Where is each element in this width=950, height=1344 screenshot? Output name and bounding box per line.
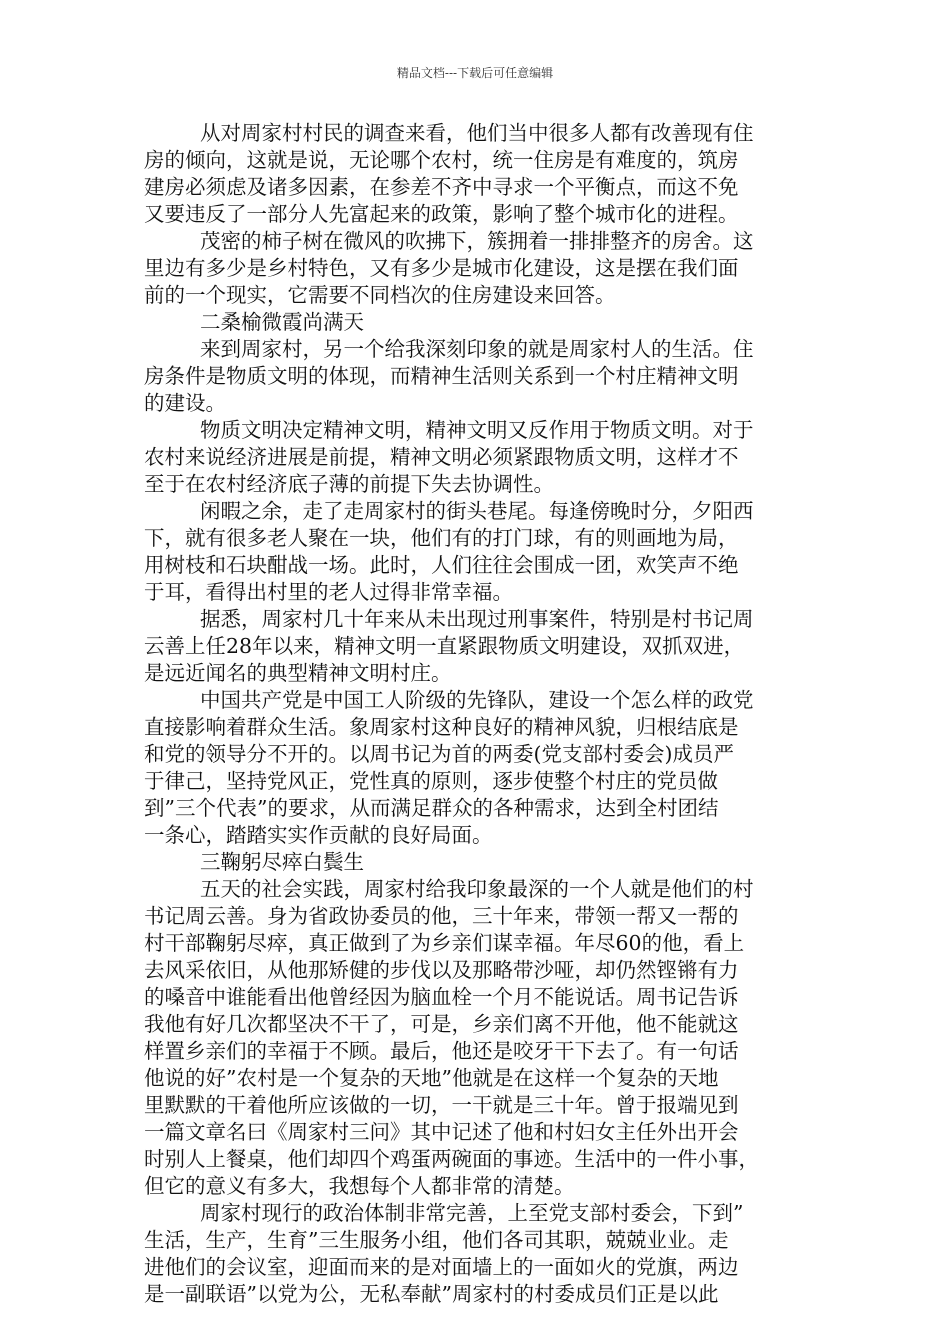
text-line: 用树枝和石块酣战一场。此时，人们往往会围成一团，欢笑声不绝 [144,553,739,577]
text-line: 样置乡亲们的幸福于不顾。最后，他还是咬牙干下去了。有一句话 [144,1039,739,1063]
text-line: 下，就有很多老人聚在一块，他们有的打门球，有的则画地为局， [144,526,739,550]
paragraph [144,876,808,1200]
paragraph [144,1200,808,1308]
text-line: 又要违反了一部分人先富起来的政策，影响了整个城市化的进程。 [144,202,739,226]
text-line: 三鞠躬尽瘁白鬓生 [200,850,364,874]
text-line: 里默默的干着他所应该做的一切，一干就是三十年。曾于报端见到 [144,1093,739,1117]
text-line: 生活，生产，生育”三生服务小组，他们各司其职，兢兢业业。走 [144,1228,729,1252]
paragraph [144,336,808,417]
text-line: 据悉，周家村几十年来从未出现过刑事案件，特别是村书记周 [200,607,754,631]
text-line: 村干部鞠躬尽瘁，真正做到了为乡亲们谋幸福。年尽60的他，看上 [144,931,745,955]
text-line: 是一副联语”以党为公，无私奉献”周家村的村委成员们正是以此 [144,1282,719,1306]
text-line: 一条心，踏踏实实作贡献的良好局面。 [144,823,493,847]
paragraph [144,687,808,849]
text-line: 一篇文章名曰《周家村三问》其中记述了他和村妇女主任外出开会 [144,1120,739,1144]
paragraph [144,849,808,876]
text-line: 周家村现行的政治体制非常完善，上至党支部村委会，下到” [200,1201,744,1225]
paragraph [144,606,808,687]
text-line: 物质文明决定精神文明，精神文明又反作用于物质文明。对于 [200,418,754,442]
text-line: 是远近闻名的典型精神文明村庄。 [144,661,452,685]
paragraph [144,417,808,498]
text-line: 房的倾向，这就是说，无论哪个农村，统一住房是有难度的，筑房 [144,148,739,172]
text-line: 闲暇之余，走了走周家村的街头巷尾。每逢傍晚时分，夕阳西 [200,499,754,523]
text-line: 茂密的柿子树在微风的吹拂下，簇拥着一排排整齐的房舍。这 [200,229,754,253]
text-line: 农村来说经济进展是前提，精神文明必须紧跟物质文明，这样才不 [144,445,739,469]
text-line: 的嗓音中谁能看出他曾经因为脑血栓一个月不能说话。周书记告诉 [144,985,739,1009]
text-line: 于耳，看得出村里的老人过得非常幸福。 [144,580,513,604]
text-line: 云善上任28年以来，精神文明一直紧跟物质文明建设，双抓双进， [144,634,745,658]
text-line: 房条件是物质文明的体现，而精神生活则关系到一个村庄精神文明 [144,364,739,388]
text-line: 从对周家村村民的调查来看，他们当中很多人都有改善现有住 [200,121,754,145]
text-line: 去风采依旧，从他那矫健的步伐以及那略带沙哑，却仍然铿锵有力 [144,958,739,982]
text-line: 的建设。 [144,391,226,415]
text-line: 直接影响着群众生活。象周家村这种良好的精神风貌，归根结底是 [144,715,739,739]
text-line: 建房必须虑及诸多因素，在参差不齐中寻求一个平衡点，而这不免 [144,175,739,199]
text-line: 他说的好”农村是一个复杂的天地”他就是在这样一个复杂的天地 [144,1066,719,1090]
text-line: 前的一个现实，它需要不同档次的住房建设来回答。 [144,283,616,307]
text-line: 来到周家村，另一个给我深刻印象的就是周家村人的生活。住 [200,337,754,361]
text-line: 至于在农村经济底子薄的前提下失去协调性。 [144,472,554,496]
text-line: 书记周云善。身为省政协委员的他，三十年来，带领一帮又一帮的 [144,904,739,928]
text-line: 五天的社会实践，周家村给我印象最深的一个人就是他们的村 [200,877,754,901]
text-line: 到”三个代表”的要求，从而满足群众的各种需求，达到全村团结 [144,796,719,820]
paragraph [144,498,808,606]
text-line: 但它的意义有多大，我想每个人都非常的清楚。 [144,1174,575,1198]
document-body [144,120,808,1308]
text-line: 时别人上餐桌，他们却四个鸡蛋两碗面的事迹。生活中的一件小事， [144,1147,759,1171]
paragraph [144,309,808,336]
paragraph [144,120,808,228]
text-line: 于律己，坚持党风正，党性真的原则，逐步使整个村庄的党员做 [144,769,718,793]
page-header: 精品文档---下载后可任意编辑 [396,66,554,80]
text-line: 里边有多少是乡村特色，又有多少是城市化建设，这是摆在我们面 [144,256,739,280]
text-line: 和党的领导分不开的。以周书记为首的两委(党支部村委会)成员严 [144,742,734,766]
text-line: 我他有好几次都坚决不干了，可是，乡亲们离不开他，他不能就这 [144,1012,739,1036]
paragraph [144,228,808,309]
text-line: 进他们的会议室，迎面而来的是对面墙上的一面如火的党旗，两边 [144,1255,739,1279]
text-line: 中国共产党是中国工人阶级的先锋队，建设一个怎么样的政党 [200,688,754,712]
text-line: 二桑榆微霞尚满天 [200,310,364,334]
